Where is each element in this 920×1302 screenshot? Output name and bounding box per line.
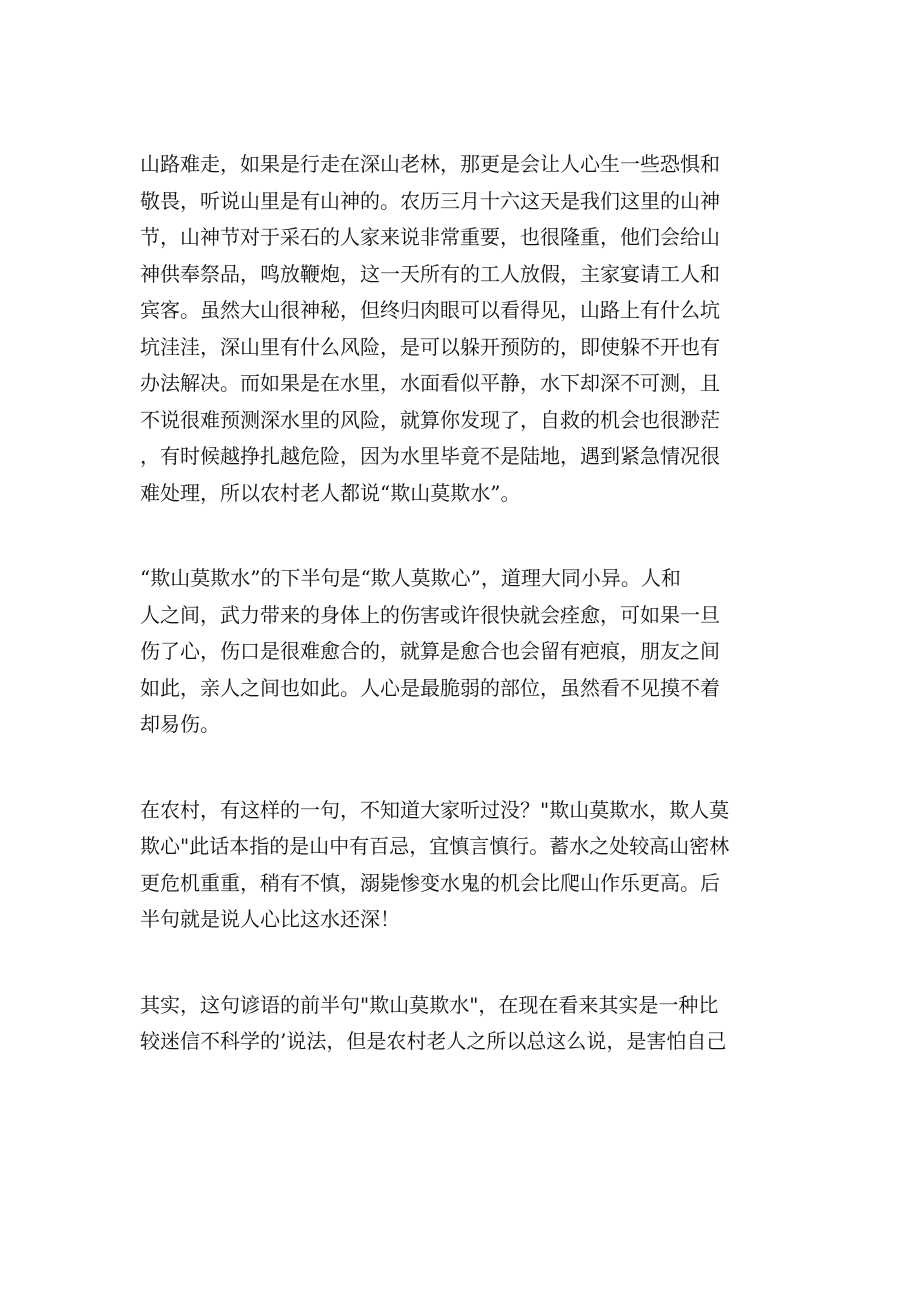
- text-line: 在农村，有这样的一句，不知道大家听过没？"欺山莫欺水，欺人莫: [140, 797, 730, 822]
- paragraph-3: [140, 792, 790, 938]
- text-line: 坑洼洼，深山里有什么风险，是可以躲开预防的，即使躲不开也有: [140, 334, 720, 359]
- paragraph-gap: [140, 938, 790, 987]
- paragraph-gap: [140, 511, 790, 560]
- text-line: 宾客。虽然大山很神秘，但终归肉眼可以看得见，山路上有什么坑: [140, 298, 720, 322]
- paragraph-4: [140, 987, 790, 1060]
- text-line: 其实，这句谚语的前半句"欺山莫欺水"，在现在看来其实是一种比: [140, 992, 719, 1017]
- text-line: 欺心"此话本指的是山中有百忌，宜慎言慎行。蓄水之处较高山密林: [140, 834, 730, 858]
- text-line: 却易伤。: [140, 712, 220, 736]
- text-line: “欺山莫欺水”的下半句是“欺人莫欺心”，道理大同小异。人和: [140, 566, 681, 590]
- text-line: 山路难走，如果是行走在深山老林，那更是会让人心生一些恐惧和: [140, 152, 720, 176]
- document-body: [140, 146, 790, 1060]
- text-line: 伤了心，伤口是很难愈合的，就算是愈合也会留有疤痕，朋友之间: [140, 639, 720, 663]
- text-line: 人之间，武力带来的身体上的伤害或许很快就会痊愈，可如果一旦: [140, 602, 720, 627]
- text-line: 敬畏，听说山里是有山神的。农历三月十六这天是我们这里的山神: [140, 188, 720, 213]
- text-line: 办法解决。而如果是在水里，水面看似平静，水下却深不可测，且: [140, 371, 720, 395]
- paragraph-2: [140, 560, 790, 743]
- text-line: 神供奉祭品，鸣放鞭炮，这一天所有的工人放假，主家宴请工人和: [140, 261, 720, 286]
- paragraph-gap: [140, 743, 790, 792]
- text-line: 不说很难预测深水里的风险，就算你发现了，自救的机会也很渺茫: [140, 407, 720, 432]
- text-line: 如此，亲人之间也如此。人心是最脆弱的部位，虽然看不见摸不着: [140, 675, 720, 700]
- text-line: 较迷信不科学的’说法，但是农村老人之所以总这么说，是害怕自己: [140, 1029, 727, 1053]
- text-line: 节，山神节对于采石的人家来说非常重要，也很隆重，他们会给山: [140, 225, 720, 249]
- text-line: 难处理，所以农村老人都说“欺山莫欺水”。: [140, 480, 521, 505]
- text-line: 半句就是说人心比这水还深！: [140, 907, 400, 931]
- paragraph-1: [140, 146, 790, 511]
- text-line: ，有时候越挣扎越危险，因为水里毕竟不是陆地，遇到紧急情况很: [140, 444, 720, 468]
- text-line: 更危机重重，稍有不慎，溺毙惨变水鬼的机会比爬山作乐更高。后: [140, 870, 720, 895]
